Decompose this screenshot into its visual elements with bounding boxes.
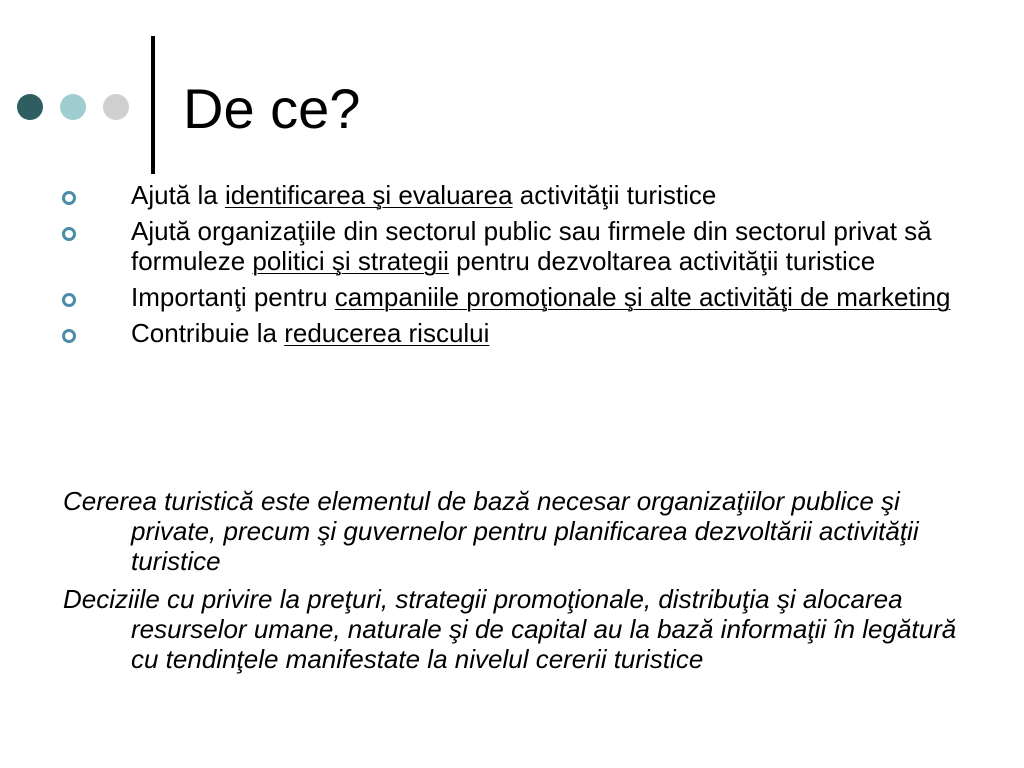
bullet-text: Contribuie la reducerea riscului [131, 318, 490, 348]
bullet-emphasis: campaniile promoţionale şi alte activităţi de marketing [334, 282, 951, 312]
bullet-item-identification [0, 180, 976, 210]
bullet-emphasis: politici şi strategii [252, 246, 449, 276]
bullet-text: Importanţi pentru campaniile promoţionale şi alte activităţi de marketing [131, 282, 951, 312]
bullet-item-risk [0, 318, 976, 348]
bullet-text: Ajută la identificarea şi evaluarea activităţii turistice [131, 180, 717, 210]
slide-title: De ce? [183, 77, 361, 140]
bullet-emphasis: reducerea riscului [284, 318, 490, 348]
italic-paragraph-decisions: Deciziile cu privire la preţuri, strategii promoţionale, distribuţia şi alocarea resurselor umane, naturale şi de capital au la bază informaţii în legătură cu tendinţele manifestate la nivelul cererii turistice [63, 584, 957, 674]
bullet-item-marketing [0, 282, 976, 312]
bullet-circle-icon [62, 329, 76, 343]
italic-paragraph-demand: Cererea turistică este elementul de bază necesar organizaţiilor publice şi private, precum şi guvernelor pentru planificarea dezvoltării activităţii turistice [63, 486, 919, 576]
bullet-circle-icon [62, 191, 76, 205]
bullet-item-policies [0, 216, 976, 276]
bullet-list [0, 180, 1024, 354]
bullet-circle-icon [62, 293, 76, 307]
bullet-text: Ajută organizaţiile din sectorul public sau firmele din sectorul privat să formuleze politici şi strategii pentru dezvoltarea activităţii turistice [131, 216, 932, 276]
bullet-emphasis: identificarea şi evaluarea [224, 180, 513, 210]
bullet-circle-icon [62, 227, 76, 241]
